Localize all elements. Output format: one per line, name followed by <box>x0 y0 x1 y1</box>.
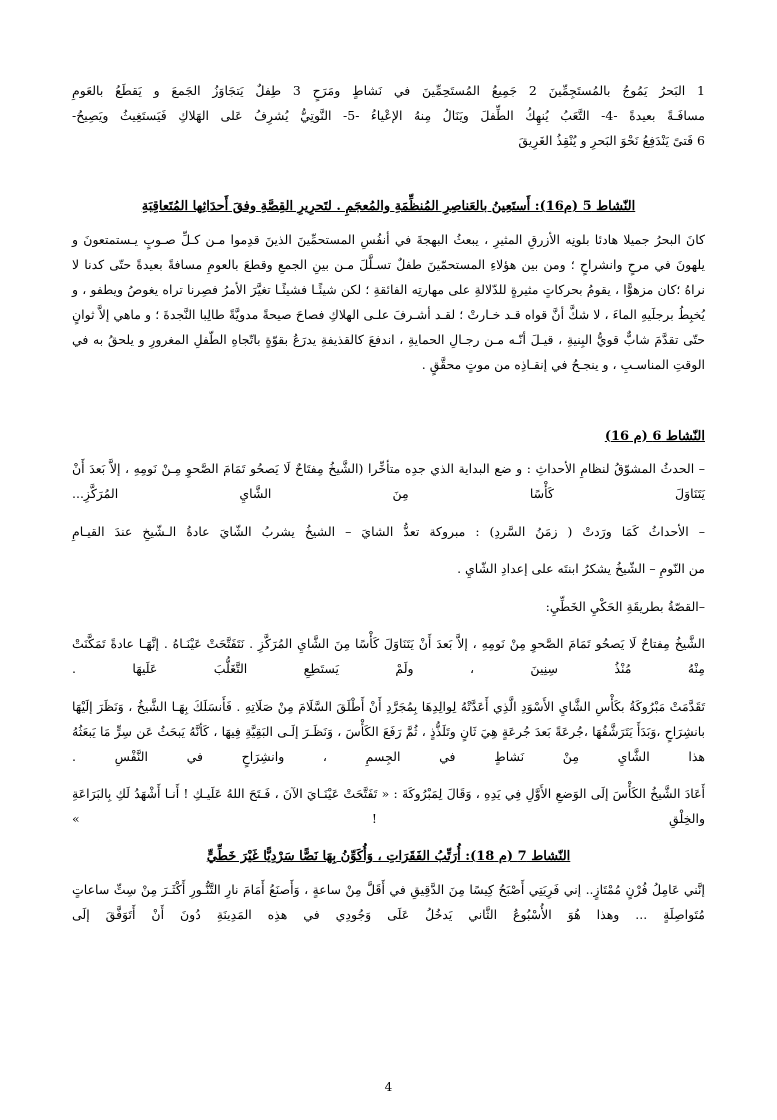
activity-6-section <box>72 429 705 832</box>
activity-6-heading: النّشاط 6 (م 16) <box>604 428 705 444</box>
activity-6-paragraph-2: تَقَدَّمَتْ مَبْرُوكَةُ بكَأْسِ الشَّايِ الأَسْوَدِ الَّذِي أَعَدَّتْهُ لِوالِدِهَا بِمُجَرَّدِ أَنْ أَطْلَقَ السَّلَامَ مِنْ صَلَاتِهِ . فَأَنسَلَكَ بِهَـا الشَّيخُ ، وَنَظَرَ إلَيْهَا بانشِرَاحٍ ،وَبَدَأَ يَتَرَشَّفُهَا ،جُرعَةً بَعدَ جُرعَةٍ هِيَ ثَانٍ وتَلَذُّذٍ ، ثُمَّ رَفَعَ الكَأْسَ ، وَنَظَـرَ إلَـى البَقِيَّةِ فِيهَا ، كَأنَّهُ يَبحَثُ عَن سِرٍّ مَا يَبعَثُهُ هذا الشَّايِ مِنْ نَشاطٍ في الجِسمِ ، وانشِرَاحٍ في النَّفْسِ . <box>72 698 705 764</box>
activity-7-title: النّشاط 7 (م 18) <box>470 849 571 864</box>
activity-6-paragraph-1: الشَّيخُ مِفتاحٌ لَا يَصحُو تَمَامَ الصَّحوِ مِنْ نَومِهِ ، إلاَّ بَعدَ أَنْ يَتَنَاوَلَ كَأْسًا مِنَ الشَّايِ المُرَكَّزِ . نَتَفَتَّحَتْ عَيْنَـاهُ . إنَّهَـا عادةً تَمَكَّنَتْ مِنْهُ مُنْذُ سِنِينَ ، ولَمْ يَستَطِعِ التَّغَلُّبَ عَلَيهَا . <box>72 636 705 676</box>
activity-7-paragraph: إنَّني عَامِلُ فُرْنٍ مُمْتَازٍ.. إني فَرِيَتِي أَصْبَحُ كِيسًا مِنَ الدَّقِيقِ في أَقَلَّ مِنْ ساعةٍ ، وَأَصنَعُ أَمَامَ نارِ التَّنُّـورِ أَكْثَـرَ مِنْ سِتِّ ساعاتٍ مُتَواصِلَةٍ ... وهذا هُوَ الأُسْبُوعُ الثَّاني يَدخُلُ عَلَى وَجُودِي في هذِه المَدِينَةِ دُونَ أَنْ أَتَوَفَّقَ إلَى <box>72 881 705 922</box>
intro-numbered-sentences <box>72 78 705 153</box>
activity-7-heading <box>72 849 705 864</box>
intro-line-3: 6 فَتىً يَنْدَفِعُ نَحْوَ البَحرِ و يُنْقِذُ الغَرِيقَ <box>518 133 705 148</box>
intro-line-1: 1 البَحرُ يَمُوجُ بالمُستَجِمِّينَ 2 جَمِيعُ المُستَحِمِّينَ في نَشاطٍ ومَرَحٍ 3 طِفلٌ يَتجَاوَزُ الجَمعَ و يَقطَعُ بالعَومِ <box>72 83 705 98</box>
activity-5-heading <box>72 199 705 214</box>
activity-6-line-1: – الحدثُ المشوّقُ لنظامِ الأحداثِ : و ضع البداية الذي جدِه متأخِّرا (الشَّيخُ مِفتَاحٌ لَا يَصحُو تَمَامَ الصَّحوِ مِـنْ نَومِهِ ، إلاَّ بَعدَ أَنْ يَتَنَاوَلَ كَأْسًا مِنَ الشَّايِ المُرَكَّزِ... <box>72 461 705 501</box>
activity-6-line-3: من النّومِ – الشّيخُ يشكرُ ابنتَه على إعدادِ الشّايِ . <box>457 561 705 576</box>
activity-7-instruction: : أُرَتِّبُ الفَقَرَاتِ ، وَأُكَوِّنُ بِهَا نَصًّا سَرْدِيًّا غَيْرَ خَطِّيٍّ <box>206 849 471 864</box>
activity-5-title: النّشاط 5 (م16) <box>539 199 636 214</box>
intro-line-2: مسافَـةً بعيدةً -4- التَّعَبُ يُنهِكُ الطِّفلَ ويَنَالُ مِنهُ الإعْياءُ -5- النَّوتِيُّ يُشرِفُ عَلى الهَلاكِ فَيَستَغِيثُ ويَصِيحُ- <box>72 108 705 123</box>
activity-5-section <box>72 199 705 377</box>
spacer <box>72 179 705 199</box>
activity-5-instruction: : أَستَعِينُ بالعَناصِرِ المُنظِّمَةِ والمُعجَمِ . لتَحرِيرِ القِصَّةِ وفقَ أَحدَاثِها المُتَعاقِبَةِ <box>141 199 540 214</box>
page-number: 4 <box>384 1080 393 1094</box>
activity-5-paragraph: كانَ البحرُ جميلا هادئا بلونِه الأزرقِ المثيرِ ، يبعثُ البهجةَ في أنفُسِ المستحمِّينَ الذينَ قدِموا مـن كـلِّ صـوبٍ يـستمتعونَ و يلهونَ في مرحٍ وانشراحٍ ؛ ومن بين هؤلاءِ المستحمّينَ طفلٌ تسـلَّلَ مـن بينِ الجمعِ وقطعَ بالعومِ مسافةً بعيدةً حتّى كدنا لا نراهُ ؛كان مزهوًّا ، يقومُ بحركاتٍ مثيرةٍ للدّلالةِ على مهارتِه الفائقةِ ؛ لكن شيئًـا فشيئًـا تغيَّرَ الأمرُ فصِرنا تراه يغوصُ ويطفو ، و يُخبِطُ برجلَيهِ الماءَ ، لا شكَّ أنَّ قواه قـد خـارتْ ؛ لقـد أشـرفَ علـى الهلاكِ فصاحَ صيحةً مدويَّةً طالِبا النَّجدةَ ؛ و ماهي إلاَّ ثوانٍ حتّى تقدَّمَ شابٌّ قويُّ البِنيةِ ، قيـلَ أنّـه مـن رجـالِ الحمايةِ ، اندفعَ كالقذيفةِ يدرَعُ بقوّةٍ باتّجاهِ الطّفلِ المغرورِ و يلحقُ به في الوقتِ المناسـبِ ، و ينجـحُ في إنقـاذِه من موتٍ محقَّقٍ . <box>72 231 705 372</box>
activity-6-subtitle: –القصّةُ بطريقَةِ الحَكْيِ الخَطِّيِ: <box>545 598 705 614</box>
activity-6-line-2: – الأحداثُ كَمَا ورَدتْ ( زمَنُ السَّردِ) : مبروكة تعدُّ الشايَ – الشيخُ يشربُ الشّايَ عادةُ الـشّيخِ عندَ القيـامِ <box>72 523 705 539</box>
activity-6-paragraph-3: أَعَادَ الشَّيخُ الكَأْسَ إلَى الوَضعِ الأَوَّلِ فِي يَدِهِ ، وَقَالَ لِمَبْرُوكَةَ : « تَفَتَّحَتْ عَيْنَـايَ الآنَ ، فَـتَحَ اللهُ عَلَيـكِ ! أَنـا أَشْهَدُ لَكِ بِالبَرَاعَةِ والخِلْقِ ! » <box>72 786 705 826</box>
activity-7-section <box>72 849 705 927</box>
spacer <box>72 395 705 429</box>
